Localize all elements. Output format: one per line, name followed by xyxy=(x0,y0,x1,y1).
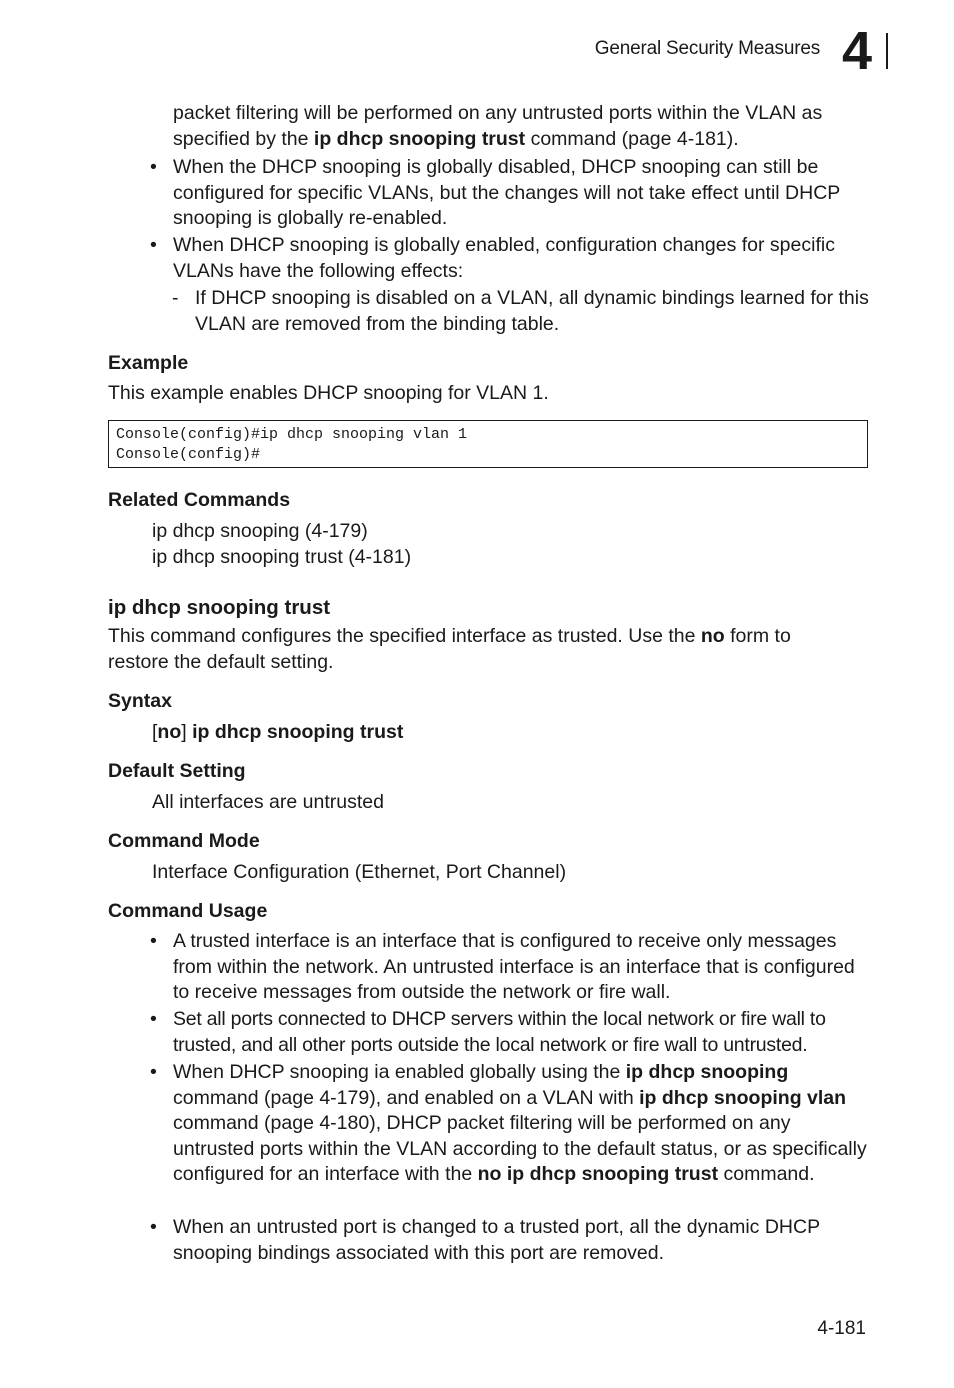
example-text: This example enables DHCP snooping for VLAN 1. xyxy=(108,382,549,404)
running-header: General Security Measures xyxy=(594,38,820,59)
bullet-globally-enabled: When DHCP snooping is globally enabled, configuration changes for specific VLANs have the following effects: xyxy=(173,234,835,282)
command-description: This command configures the specified interface as trusted. Use the no form to restore the default setting. xyxy=(108,625,791,673)
bullet-mark: • xyxy=(150,156,157,178)
default-setting-text: All interfaces are untrusted xyxy=(152,791,384,813)
command-ref: ip dhcp snooping trust xyxy=(313,127,526,150)
bullet-mark: • xyxy=(150,1216,157,1238)
code-line: Console(config)# xyxy=(116,446,261,463)
default-setting-heading: Default Setting xyxy=(108,760,246,782)
page-number: 4-181 xyxy=(817,1318,866,1339)
dash-mark: - xyxy=(172,287,179,309)
command-mode-text: Interface Configuration (Ethernet, Port Channel) xyxy=(152,861,567,883)
usage-bullet-ports: Set all ports connected to DHCP servers within the local network or fire wall to trusted, and all other ports outside the local network or fire wall to untrusted. xyxy=(173,1008,826,1056)
dash-item-disabled-vlan: If DHCP snooping is disabled on a VLAN, all dynamic bindings learned for this VLAN are removed from the binding table. xyxy=(195,287,869,335)
related-commands-heading: Related Commands xyxy=(108,489,291,511)
command-usage-heading: Command Usage xyxy=(108,900,268,922)
bullet-mark: • xyxy=(150,1008,157,1030)
chapter-number: 4 xyxy=(842,21,873,81)
usage-bullet-trusted: A trusted interface is an interface that is configured to receive only messages from within the network. An untrusted interface is an interface that is configured to receive messages from outside the network or fire wall. xyxy=(173,930,855,1003)
usage-bullet-filtering: When DHCP snooping ia enabled globally using the ip dhcp snooping command (page 4-179), and enabled on a VLAN with ip dhcp snooping vlan command (page 4-180), DHCP packet filtering will be performed on any untrusted ports within the VLAN according to the default status, or as specifically configured for an interface with the no ip dhcp snooping trust command. xyxy=(173,1061,867,1185)
example-heading: Example xyxy=(108,352,189,374)
continued-paragraph: packet filtering will be performed on any untrusted ports within the VLAN as specified by the ip dhcp snooping trust command (page 4-181). xyxy=(173,102,823,150)
related-command-item: ip dhcp snooping (4-179) xyxy=(152,520,368,542)
code-block xyxy=(108,420,868,468)
bullet-mark: • xyxy=(150,234,157,256)
bullet-globally-disabled: When the DHCP snooping is globally disabled, DHCP snooping can still be configured for specific VLANs, but the changes will not take effect until DHCP snooping is globally re-enabled. xyxy=(173,156,840,229)
syntax-heading: Syntax xyxy=(108,690,172,712)
bullet-mark: • xyxy=(150,1061,157,1083)
code-line: Console(config)#ip dhcp snooping vlan 1 xyxy=(116,426,468,443)
command-title: ip dhcp snooping trust xyxy=(108,596,331,619)
syntax-line: [no] ip dhcp snooping trust xyxy=(152,721,404,743)
bullet-mark: • xyxy=(150,930,157,952)
related-command-item: ip dhcp snooping trust (4-181) xyxy=(152,546,412,568)
usage-bullet-untrusted-change: When an untrusted port is changed to a trusted port, all the dynamic DHCP snooping bindings associated with this port are removed. xyxy=(173,1216,820,1264)
command-mode-heading: Command Mode xyxy=(108,830,260,852)
